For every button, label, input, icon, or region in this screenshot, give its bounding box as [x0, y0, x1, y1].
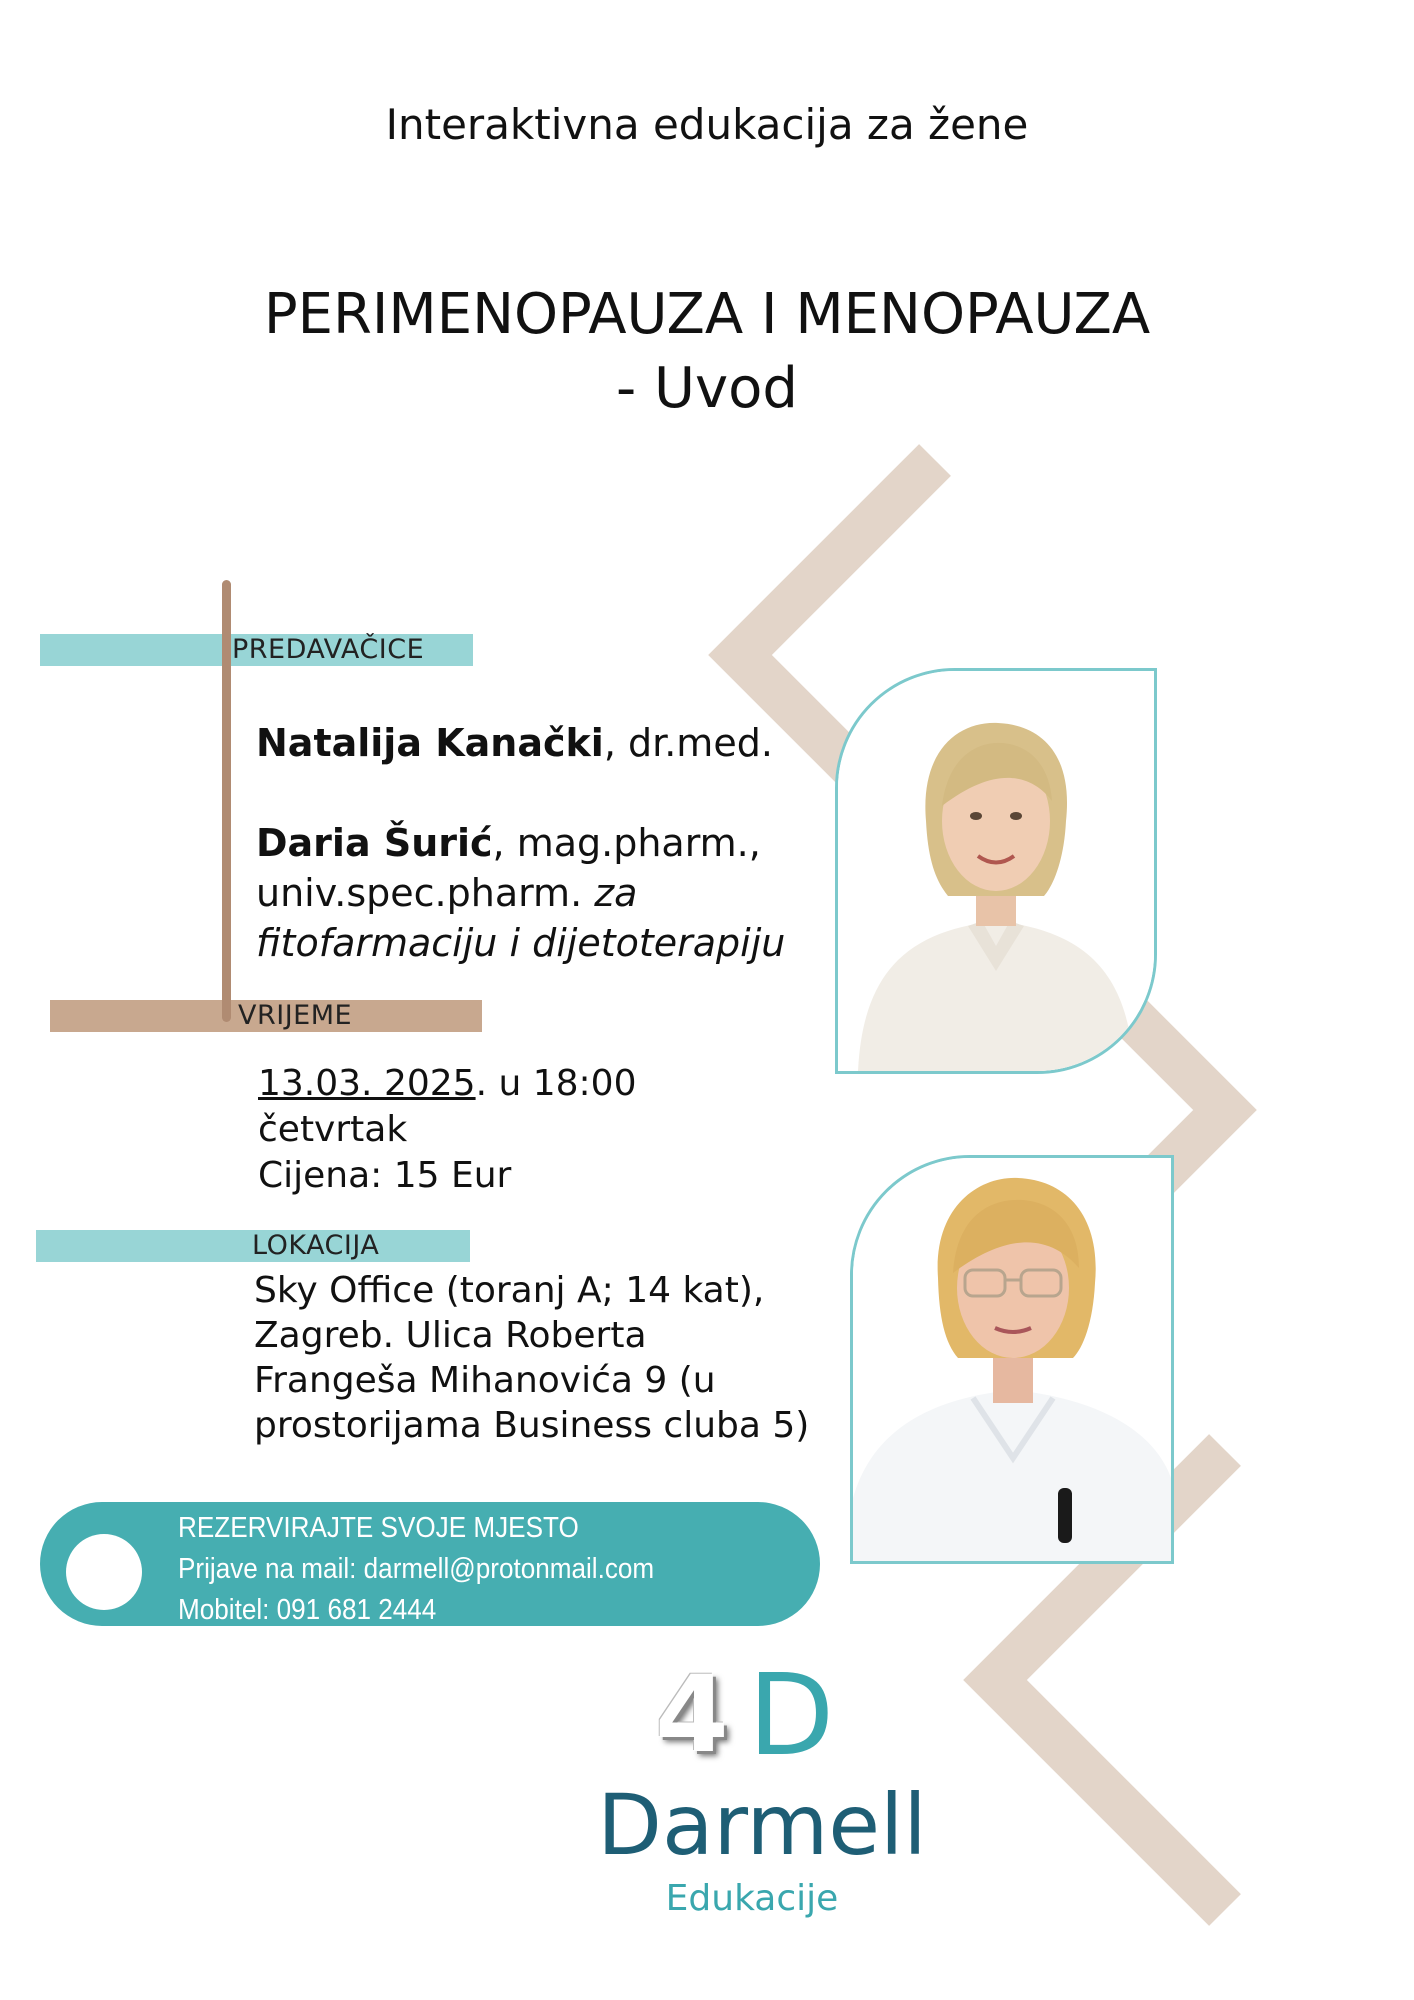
reservation-email[interactable]: Prijave na mail: darmell@protonmail.com	[178, 1553, 655, 1585]
event-location	[254, 1268, 854, 1448]
event-hour: . u 18:00	[475, 1063, 637, 1104]
logo-mark-letter: D	[748, 1651, 835, 1781]
logo-brand-name: Darmell	[597, 1776, 927, 1874]
speaker-1-name: Natalija Kanački	[256, 721, 604, 765]
speaker-list	[256, 718, 816, 1018]
location-line: Sky Office (toranj A; 14 kat),	[254, 1270, 765, 1311]
speaker-1-photo	[835, 668, 1157, 1074]
speaker-2-specialty-a: za	[594, 871, 638, 915]
speaker-2-name: Daria Šurić	[256, 821, 493, 865]
location-line: Frangeša Mihanovića 9 (u	[254, 1360, 716, 1401]
reservation-info	[178, 1508, 654, 1631]
speaker-1-title: , dr.med.	[603, 721, 773, 765]
speaker-2-title2: univ.spec.pharm.	[256, 871, 595, 915]
speaker-2-specialty-b: fitofarmaciju i dijetoterapiju	[256, 921, 786, 965]
speaker-2-title: , mag.pharm.,	[492, 821, 761, 865]
speaker-2	[256, 818, 816, 968]
event-price: Cijena: 15 Eur	[258, 1155, 512, 1196]
reservation-heading: REZERVIRAJTE SVOJE MJESTO	[178, 1512, 579, 1544]
logo-subtitle: Edukacije	[665, 1878, 839, 1919]
event-kicker: Interaktivna edukacija za žene	[385, 100, 1029, 149]
location-line: Zagreb. Ulica Roberta	[254, 1315, 647, 1356]
location-label: LOKACIJA	[252, 1230, 380, 1261]
event-day: četvrtak	[258, 1109, 408, 1150]
speaker-1	[256, 718, 816, 768]
time-label: VRIJEME	[238, 1000, 353, 1031]
event-time	[258, 1061, 636, 1199]
logo-mark-number: 4	[655, 1653, 729, 1776]
event-datetime	[258, 1061, 636, 1107]
event-title-line1: PERIMENOPAUZA I MENOPAUZA	[263, 282, 1151, 347]
vertical-divider	[222, 580, 231, 1022]
event-date: 13.03. 2025	[258, 1063, 476, 1104]
speaker-2-photo	[850, 1155, 1174, 1564]
speakers-label: PREDAVAČICE	[232, 634, 425, 665]
reservation-phone[interactable]: Mobitel: 091 681 2444	[178, 1594, 437, 1626]
location-line: prostorijama Business cluba 5)	[254, 1405, 810, 1446]
event-title-line2: - Uvod	[616, 356, 798, 421]
reservation-dot-icon	[66, 1534, 142, 1610]
event-title	[0, 278, 1414, 426]
